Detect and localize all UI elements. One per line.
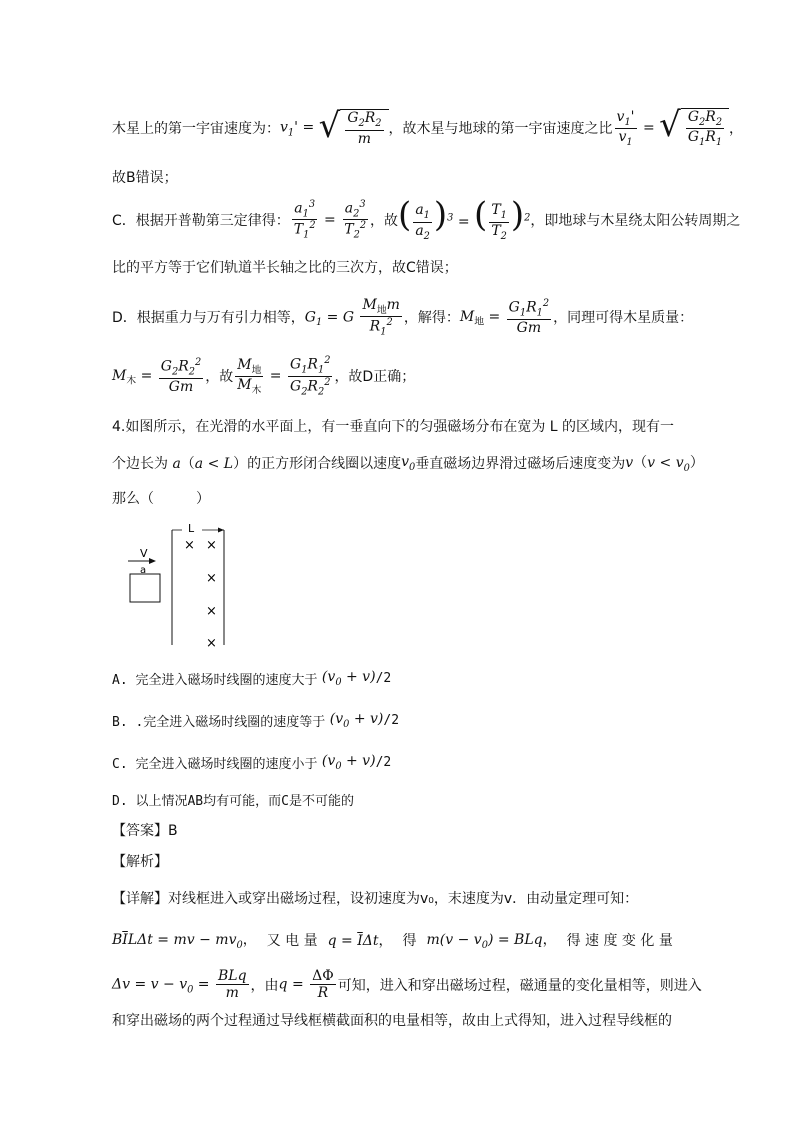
text: 木星上的第一宇宙速度为： [112, 121, 280, 138]
option-suffix: /2 [375, 671, 392, 686]
detail-line1 [112, 888, 638, 908]
line-gravity [112, 297, 693, 338]
text: ，故 [370, 212, 399, 229]
text: 又 电 量 [266, 932, 318, 949]
formula-kepler: $\frac{a_1^3}{T_1^2}$ = $\frac{a_2^3}{T_2^2}$ [293, 198, 367, 241]
formula-charge: $q = \overline{I}\Delta t$， [327, 932, 393, 949]
detail-line4 [112, 1010, 672, 1030]
field-cross: × [206, 571, 217, 586]
option-suffix: /2 [375, 755, 392, 770]
text: 【详解】对线框进入或穿出磁场过程，设初速度为v₀，末速度为v．由动量定理可知： [112, 891, 639, 907]
side-label: a [140, 565, 147, 576]
velocity-arrowhead [149, 558, 156, 564]
option-c [112, 753, 391, 772]
formula-m-jupiter: $M_木$ = $\frac{G_2R_2^2}{Gm}$ [112, 357, 202, 396]
magnetic-field-figure [120, 520, 240, 650]
line-jupiter-velocity [112, 105, 744, 148]
text: ，即地球与木星绕太阳公转周期之 [530, 212, 741, 229]
option-expr: $(v_0 + v)$ [325, 711, 384, 730]
detail-line3 [112, 968, 702, 1001]
line-b-wrong [112, 167, 178, 187]
text: D．根据重力与万有引力相等， [112, 310, 305, 327]
text: ， [729, 121, 744, 138]
q4-line3 [112, 488, 210, 508]
formula-a-lt-L: a（a < L） [168, 455, 248, 472]
formula-q-flux: q = $\frac{\Delta\Phi}{R}$ [278, 968, 334, 1002]
q4-line2 [112, 452, 704, 474]
answer [112, 820, 178, 840]
formula-ratio: $\frac{v_1'}{v_1}$ = √ $\frac{G_2R_2}{G_1R_1}$ [613, 108, 730, 148]
text: 可知，进入和穿出磁场过程，磁通量的变化量相等，则进入 [337, 977, 702, 994]
text: C．根据开普勒第三定律得： [112, 212, 290, 229]
text: 得 速 度 变 化 量 [566, 932, 673, 949]
text: ，故木星与地球的第一宇宙速度之比 [388, 121, 613, 138]
field-cross: × [206, 538, 217, 553]
formula-g1: $G_1 = G$ $\frac{M_地m}{R_1^2}$ [304, 297, 400, 338]
option-text: B. .完全进入磁场时线圈的速度等于 [112, 715, 326, 730]
formula-v1: $v_1'$ = √ $\frac{G_2R_2}{m}$ [280, 109, 389, 146]
text: 个边长为 [112, 455, 168, 472]
formula-mass-ratio: $\frac{M_地}{M_木}$ = $\frac{G_1R_1^2}{G_2R_2^2}$ [237, 355, 331, 398]
formula-dv: $\Delta v = v - v_0$ = $\frac{\text{BLq}}{m}$ [112, 968, 247, 1002]
line-kepler [112, 195, 741, 242]
formula-v0: $v_0$ [401, 453, 416, 473]
line-c-wrong [112, 257, 458, 277]
text: 的正方形闭合线圈以速度 [247, 455, 402, 472]
answer-text: 【答案】B [112, 823, 178, 839]
formula-kepler-ratio: ( $\frac{a_1}{a_2}$ )$^3$ = ( $\frac{T_1}{T_2}$ )$^2$ [398, 195, 531, 242]
option-expr: $(v_0 + v)$ [317, 669, 376, 688]
option-text: D. 以上情况AB均有可能，而C是不可能的 [112, 794, 354, 809]
text: ，故D正确； [334, 369, 416, 386]
text: 和穿出磁场的两个过程通过导线框横截面积的电量相等，故由上式得知，进入过程导线框的 [112, 1013, 672, 1029]
formula-v-lt-v0: $v(v < v_0)$ [625, 455, 704, 474]
detail-line2 [112, 929, 673, 951]
text: 垂直磁场边界滑过磁场后速度变为 [415, 455, 626, 472]
text: 故B错误； [112, 170, 178, 186]
option-expr: $(v_0 + v)$ [317, 753, 376, 772]
text: 比的平方等于它们轨道半长轴之比的三次方，故C错误； [112, 260, 458, 276]
option-text: A. 完全进入磁场时线圈的速度大于 [112, 673, 318, 688]
text: ，解得： [403, 310, 460, 327]
analysis-text: 【解析】 [112, 854, 168, 870]
width-arrowhead [218, 528, 224, 533]
line-jupiter-mass [112, 355, 415, 397]
text: 得 [402, 932, 417, 949]
q4-line1 [112, 416, 674, 436]
option-a [112, 669, 391, 688]
analysis-heading [112, 851, 168, 871]
option-b [112, 711, 399, 730]
text: ，同理可得木星质量： [553, 310, 694, 327]
formula-impulse: $B\overline{I}L\Delta t$ = mv − $mv_0$， [112, 932, 257, 951]
velocity-label: V [140, 547, 148, 560]
option-suffix: /2 [383, 713, 400, 728]
formula-momentum: $m(v - v_0)$ = BLq， [426, 932, 557, 951]
option-text: C. 完全进入磁场时线圈的速度小于 [112, 757, 318, 772]
formula-m-earth: $M_地$ = $\frac{G_1R_1^2}{Gm}$ [459, 298, 550, 337]
option-d [112, 790, 354, 809]
field-cross: × [184, 538, 195, 553]
text: 4.如图所示，在光滑的水平面上，有一垂直向下的匀强磁场分布在宽为 L 的区域内，现有一 [112, 419, 675, 435]
text: ，故 [205, 369, 234, 386]
square-coil [130, 574, 160, 602]
text: ，由 [250, 977, 279, 994]
width-label: L [188, 522, 195, 535]
field-cross: × [206, 604, 217, 619]
text: 那么（ ） [112, 491, 210, 507]
field-cross: × [206, 636, 217, 650]
